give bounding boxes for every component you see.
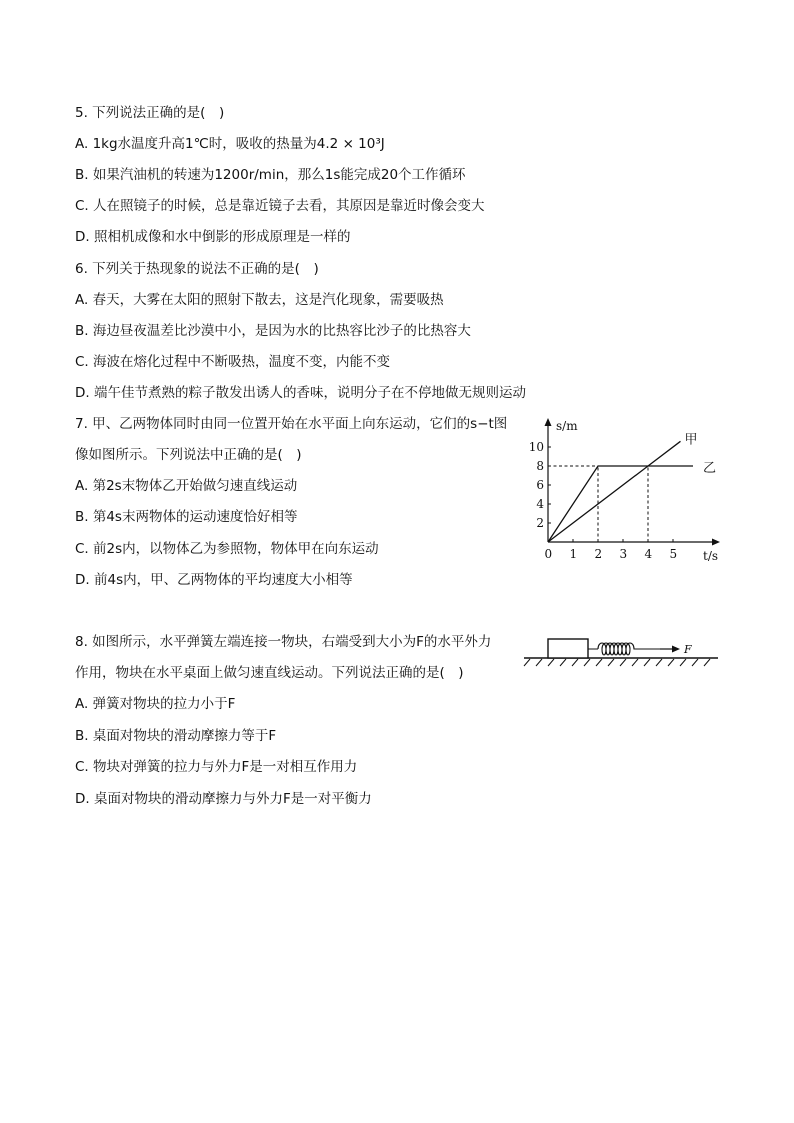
option-c: C. 物块对弹簧的拉力与外力F是一对相互作用力: [75, 759, 358, 775]
series-label-yi: 乙: [703, 461, 717, 476]
option-b: B. 桌面对物块的滑动摩擦力等于F: [75, 728, 277, 744]
question-stem-line-2: 作用，物块在水平桌面上做匀速直线运动。下列说法正确的是( ): [75, 665, 464, 681]
option-b: B. 海边昼夜温差比沙漠中小，是因为水的比热容比沙子的比热容大: [75, 323, 471, 339]
y-tick-label: 10: [528, 440, 544, 454]
x-tick-label: 3: [619, 547, 628, 561]
option-c: C. 人在照镜子的时候，总是靠近镜子去看，其原因是靠近时像会变大: [75, 198, 485, 214]
force-label: F: [684, 643, 692, 656]
y-tick-label: 8: [536, 459, 544, 473]
y-tick-label: 4: [536, 497, 544, 511]
option-a: A. 弹簧对物块的拉力小于F: [75, 696, 236, 712]
question-stem: 6. 下列关于热现象的说法不正确的是( ): [75, 261, 319, 277]
option-d: D. 桌面对物块的滑动摩擦力与外力F是一对平衡力: [75, 791, 372, 807]
y-axis-label: s/m: [556, 419, 578, 433]
block: [548, 639, 588, 658]
option-d: D. 前4s内，甲、乙两物体的平均速度大小相等: [75, 572, 353, 588]
series-line-jia: [548, 441, 681, 542]
x-axis-arrow: [712, 539, 720, 546]
st-graph: [520, 410, 735, 570]
spring-block-figure: [520, 630, 725, 670]
option-d: D. 照相机成像和水中倒影的形成原理是一样的: [75, 229, 351, 245]
question-stem-line-2: 像如图所示。下列说法中正确的是( ): [75, 447, 302, 463]
option-c: C. 前2s内，以物体乙为参照物，物体甲在向东运动: [75, 541, 379, 557]
option-c: C. 海波在熔化过程中不断吸热，温度不变，内能不变: [75, 354, 391, 370]
table-hatching: [524, 659, 710, 666]
option-b: B. 第4s末两物体的运动速度恰好相等: [75, 509, 298, 525]
spring: [588, 643, 660, 655]
y-axis-arrow: [545, 418, 552, 426]
x-tick-label: 5: [669, 547, 678, 561]
option-b: B. 如果汽油机的转速为1200r/min，那么1s能完成20个工作循环: [75, 167, 466, 183]
force-arrowhead: [672, 646, 680, 653]
series-label-jia: 甲: [684, 432, 698, 448]
x-tick-label: 0: [544, 547, 553, 561]
option-a: A. 春天，大雾在太阳的照射下散去，这是汽化现象，需要吸热: [75, 292, 444, 308]
x-tick-label: 4: [644, 547, 653, 561]
option-a: A. 1kg水温度升高1℃时，吸收的热量为4.2 × 10³J: [75, 136, 385, 152]
x-tick-label: 1: [569, 547, 578, 561]
series-line-yi: [548, 466, 693, 542]
y-tick-label: 6: [536, 478, 544, 492]
y-tick-label: 2: [536, 516, 544, 530]
option-d: D. 端午佳节煮熟的粽子散发出诱人的香味，说明分子在不停地做无规则运动: [75, 385, 526, 401]
question-stem-line-1: 7. 甲、乙两物体同时由同一位置开始在水平面上向东运动，它们的s−t图: [75, 416, 508, 432]
question-stem: 5. 下列说法正确的是( ): [75, 105, 225, 121]
x-axis-label: t/s: [703, 549, 719, 563]
x-tick-label: 2: [594, 547, 603, 561]
option-a: A. 第2s末物体乙开始做匀速直线运动: [75, 478, 298, 494]
question-stem-line-1: 8. 如图所示，水平弹簧左端连接一物块，右端受到大小为F的水平外力: [75, 634, 492, 650]
